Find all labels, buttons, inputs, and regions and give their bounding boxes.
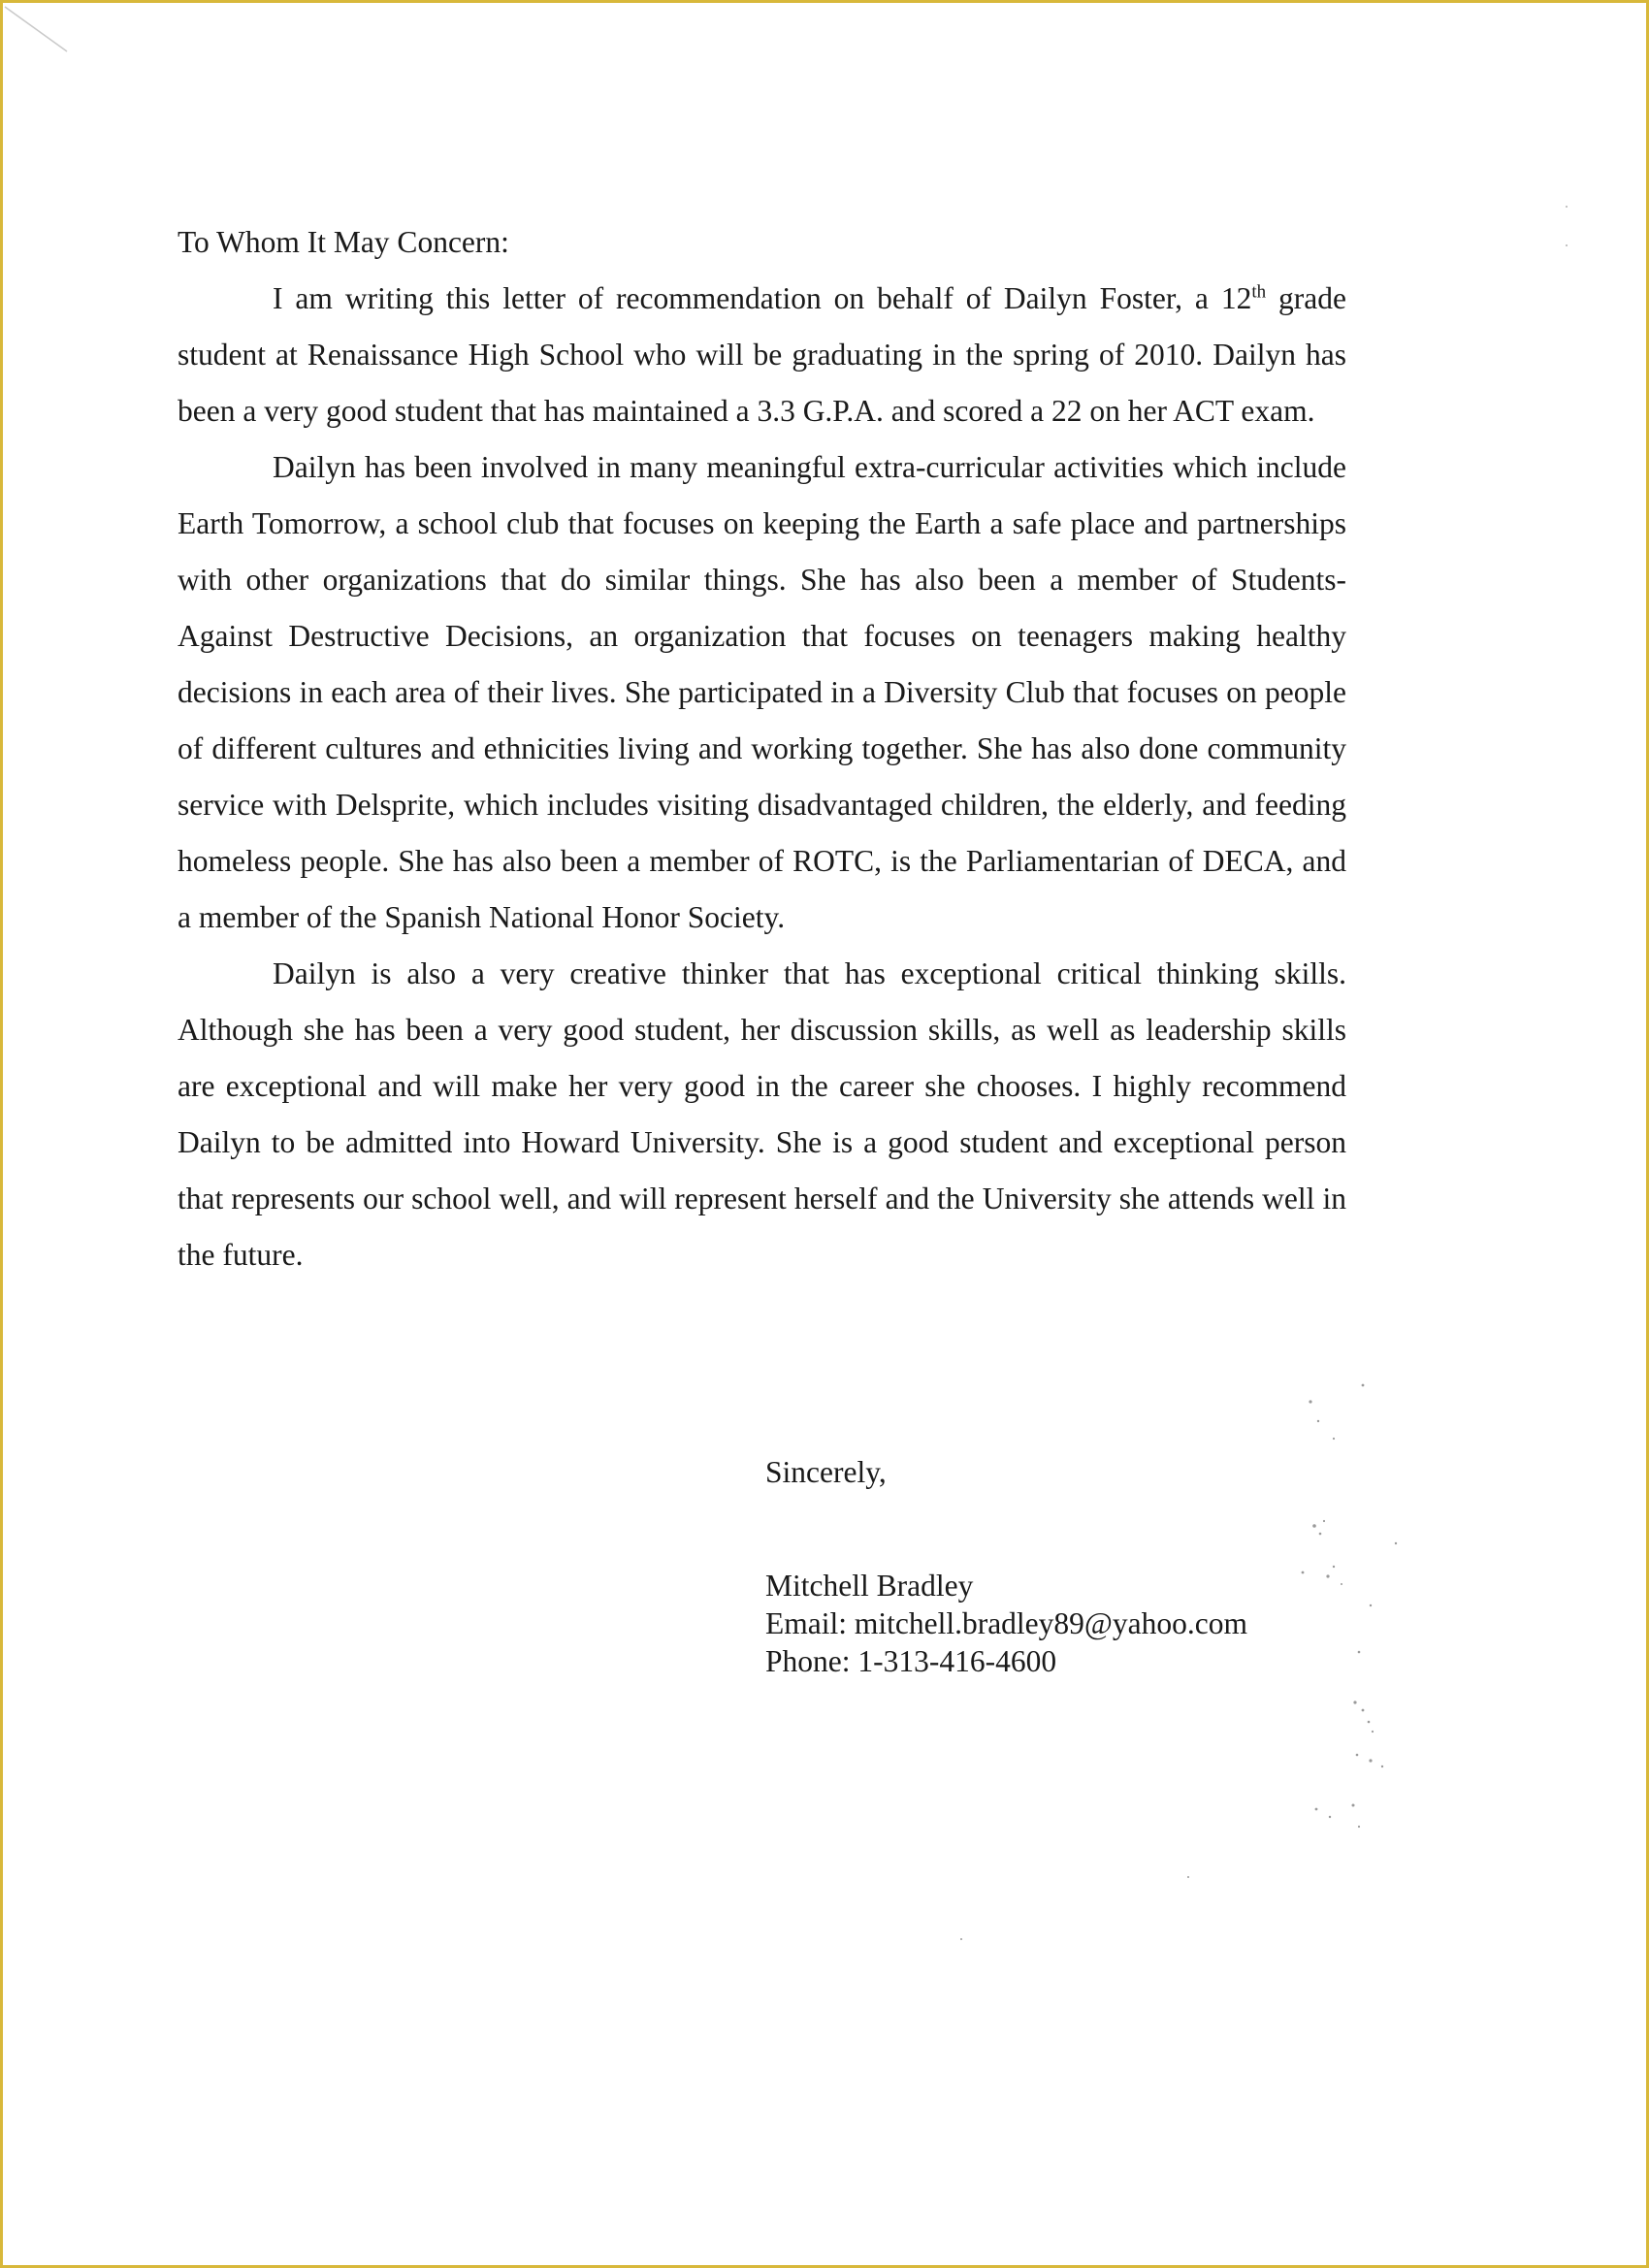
closing: Sincerely, xyxy=(765,1455,887,1489)
signer-email: Email: mitchell.bradley89@yahoo.com xyxy=(765,1606,1248,1640)
signer-phone: Phone: 1-313-416-4600 xyxy=(765,1644,1057,1678)
salutation: To Whom It May Concern: xyxy=(178,225,509,259)
signature-block xyxy=(765,1567,1247,1680)
paragraph-1-text-b: grade student at Renaissance High School who will be graduating in the spring of 2010. Dailyn has been a very good student that has maintained a 3.3 G.P.A. and scored a 22 on her ACT exam. xyxy=(178,281,1347,428)
scan-corner-mark xyxy=(3,3,81,61)
signer-name: Mitchell Bradley xyxy=(765,1569,974,1603)
paragraph-2: Dailyn has been involved in many meaningful extra-curricular activities which include Earth Tomorrow, a school club that focuses on keeping the Earth a safe place and partnerships with other organizations that do similar things. She has also been a member of Students-Against Destructive Decisions, an organization that focuses on teenagers making healthy decisions in each area of their lives. She participated in a Diversity Club that focuses on people of different cultures and ethnicities living and working together. She has also done community service with Delsprite, which includes visiting disadvantaged children, the elderly, and feeding homeless people. She has also been a member of ROTC, is the Parliamentarian of DECA, and a member of the Spanish National Honor Society. xyxy=(178,450,1346,934)
letter-body xyxy=(178,214,1346,1283)
paragraph-1 xyxy=(178,271,1346,439)
paragraph-3: Dailyn is also a very creative thinker that has exceptional critical thinking skills. Although she has been a very good student, her discussion skills, as well as leadership skills are exceptional and will make her very good in the career she chooses. I highly recommend Dailyn to be admitted into Howard University. She is a good student and exceptional person that represents our school well, and will represent herself and the University she attends well in the future. xyxy=(178,956,1346,1272)
paragraph-1-text-a: I am writing this letter of recommendation on behalf of Dailyn Foster, a 12 xyxy=(273,281,1252,315)
ordinal-suffix: th xyxy=(1251,281,1267,303)
